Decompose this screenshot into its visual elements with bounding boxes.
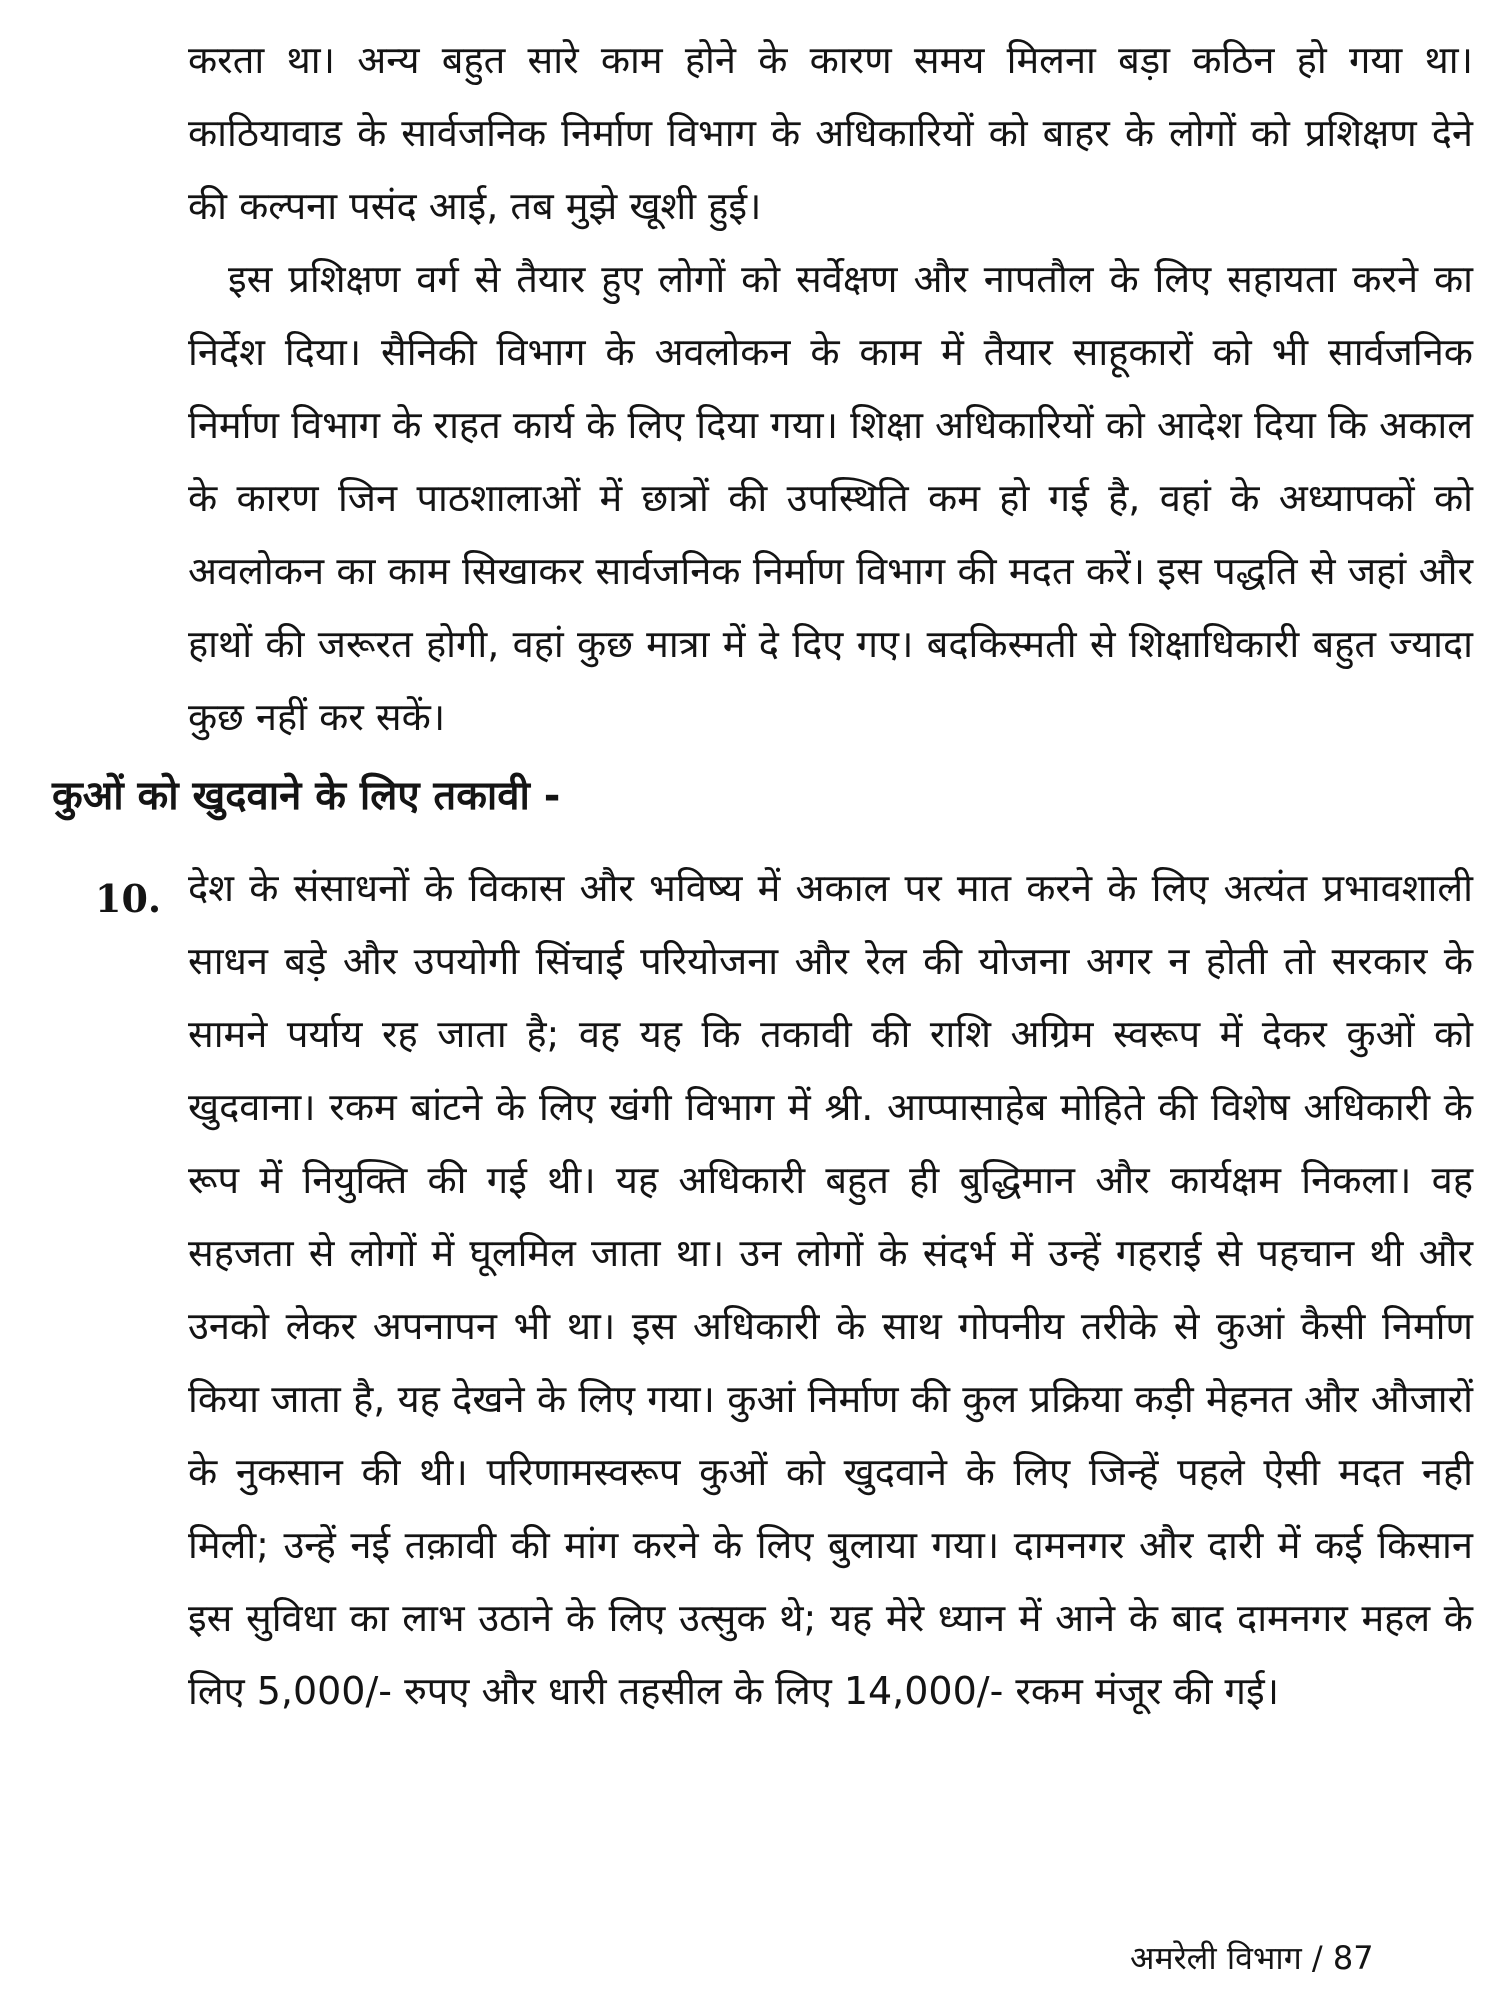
page-footer: अमरेली विभाग / 87	[1130, 1939, 1374, 1977]
section-body-paragraph: देश के संसाधनों के विकास और भविष्य में अकाल पर मात करने के लिए अत्यंत प्रभावशाली साधन बड़े और उपयोगी सिंचाई परियोजना और रेल की योजना अगर न होती तो सरकार के सामने पर्याय रह जाता है; वह यह कि तकावी की राशि अग्रिम स्वरूप में देकर कुओं को खुदवाना। रकम बांटने के लिए खंगी विभाग में श्री. आप्पासाहेब मोहिते की विशेष अधिकारी के रूप में नियुक्ति की गई थी। यह अधिकारी बहुत ही बुद्धिमान और कार्यक्षम निकला। वह सहजता से लोगों में घूलमिल जाता था। उन लोगों के संदर्भ में उन्हें गहराई से पहचान थी और उनको लेकर अपनापन भी था। इस अधिकारी के साथ गोपनीय तरीके से कुआं कैसी निर्माण किया जाता है, यह देखने के लिए गया। कुआं निर्माण की कुल प्रक्रिया कड़ी मेहनत और औजारों के नुकसान की थी। परिणामस्वरूप कुओं को खुदवाने के लिए जिन्हें पहले ऐसी मदत नही मिली; उन्हें नई तक़ावी की मांग करने के लिए बुलाया गया। दामनगर और दारी में कई किसान इस सुविधा का लाभ उठाने के लिए उत्सुक थे; यह मेरे ध्यान में आने के बाद दामनगर महल के लिए 5,000/- रुपए और धारी तहसील के लिए 14,000/- रकम मंजूर की गई।	[188, 866, 1474, 1713]
paragraph-training-class: इस प्रशिक्षण वर्ग से तैयार हुए लोगों को सर्वेक्षण और नापतौल के लिए सहायता करने का निर्देश दिया। सैनिकी विभाग के अवलोकन के काम में तैयार साहूकारों को भी सार्वजनिक निर्माण विभाग के राहत कार्य के लिए दिया गया। शिक्षा अधिकारियों को आदेश दिया कि अकाल के कारण जिन पाठशालाओं में छात्रों की उपस्थिति कम हो गई है, वहां के अध्यापकों को अवलोकन का काम सिखाकर सार्वजनिक निर्माण विभाग की मदत करें। इस पद्धति से जहां और हाथों की जरूरत होगी, वहां कुछ मात्रा में दे दिए गए। बदकिस्मती से शिक्षाधिकारी बहुत ज्यादा कुछ नहीं कर सकें।	[188, 257, 1473, 739]
paragraph-continuation: करता था। अन्य बहुत सारे काम होने के कारण समय मिलना बड़ा कठिन हो गया था। काठियावाड के सार्वजनिक निर्माण विभाग के अधिकारियों को बाहर के लोगों को प्रशिक्षण देने की कल्पना पसंद आई, तब मुझे खूशी हुई।	[188, 38, 1473, 228]
section-heading: कुओं को खुदवाने के लिए तकावी -	[52, 773, 561, 819]
section-number: 10.	[95, 876, 162, 921]
